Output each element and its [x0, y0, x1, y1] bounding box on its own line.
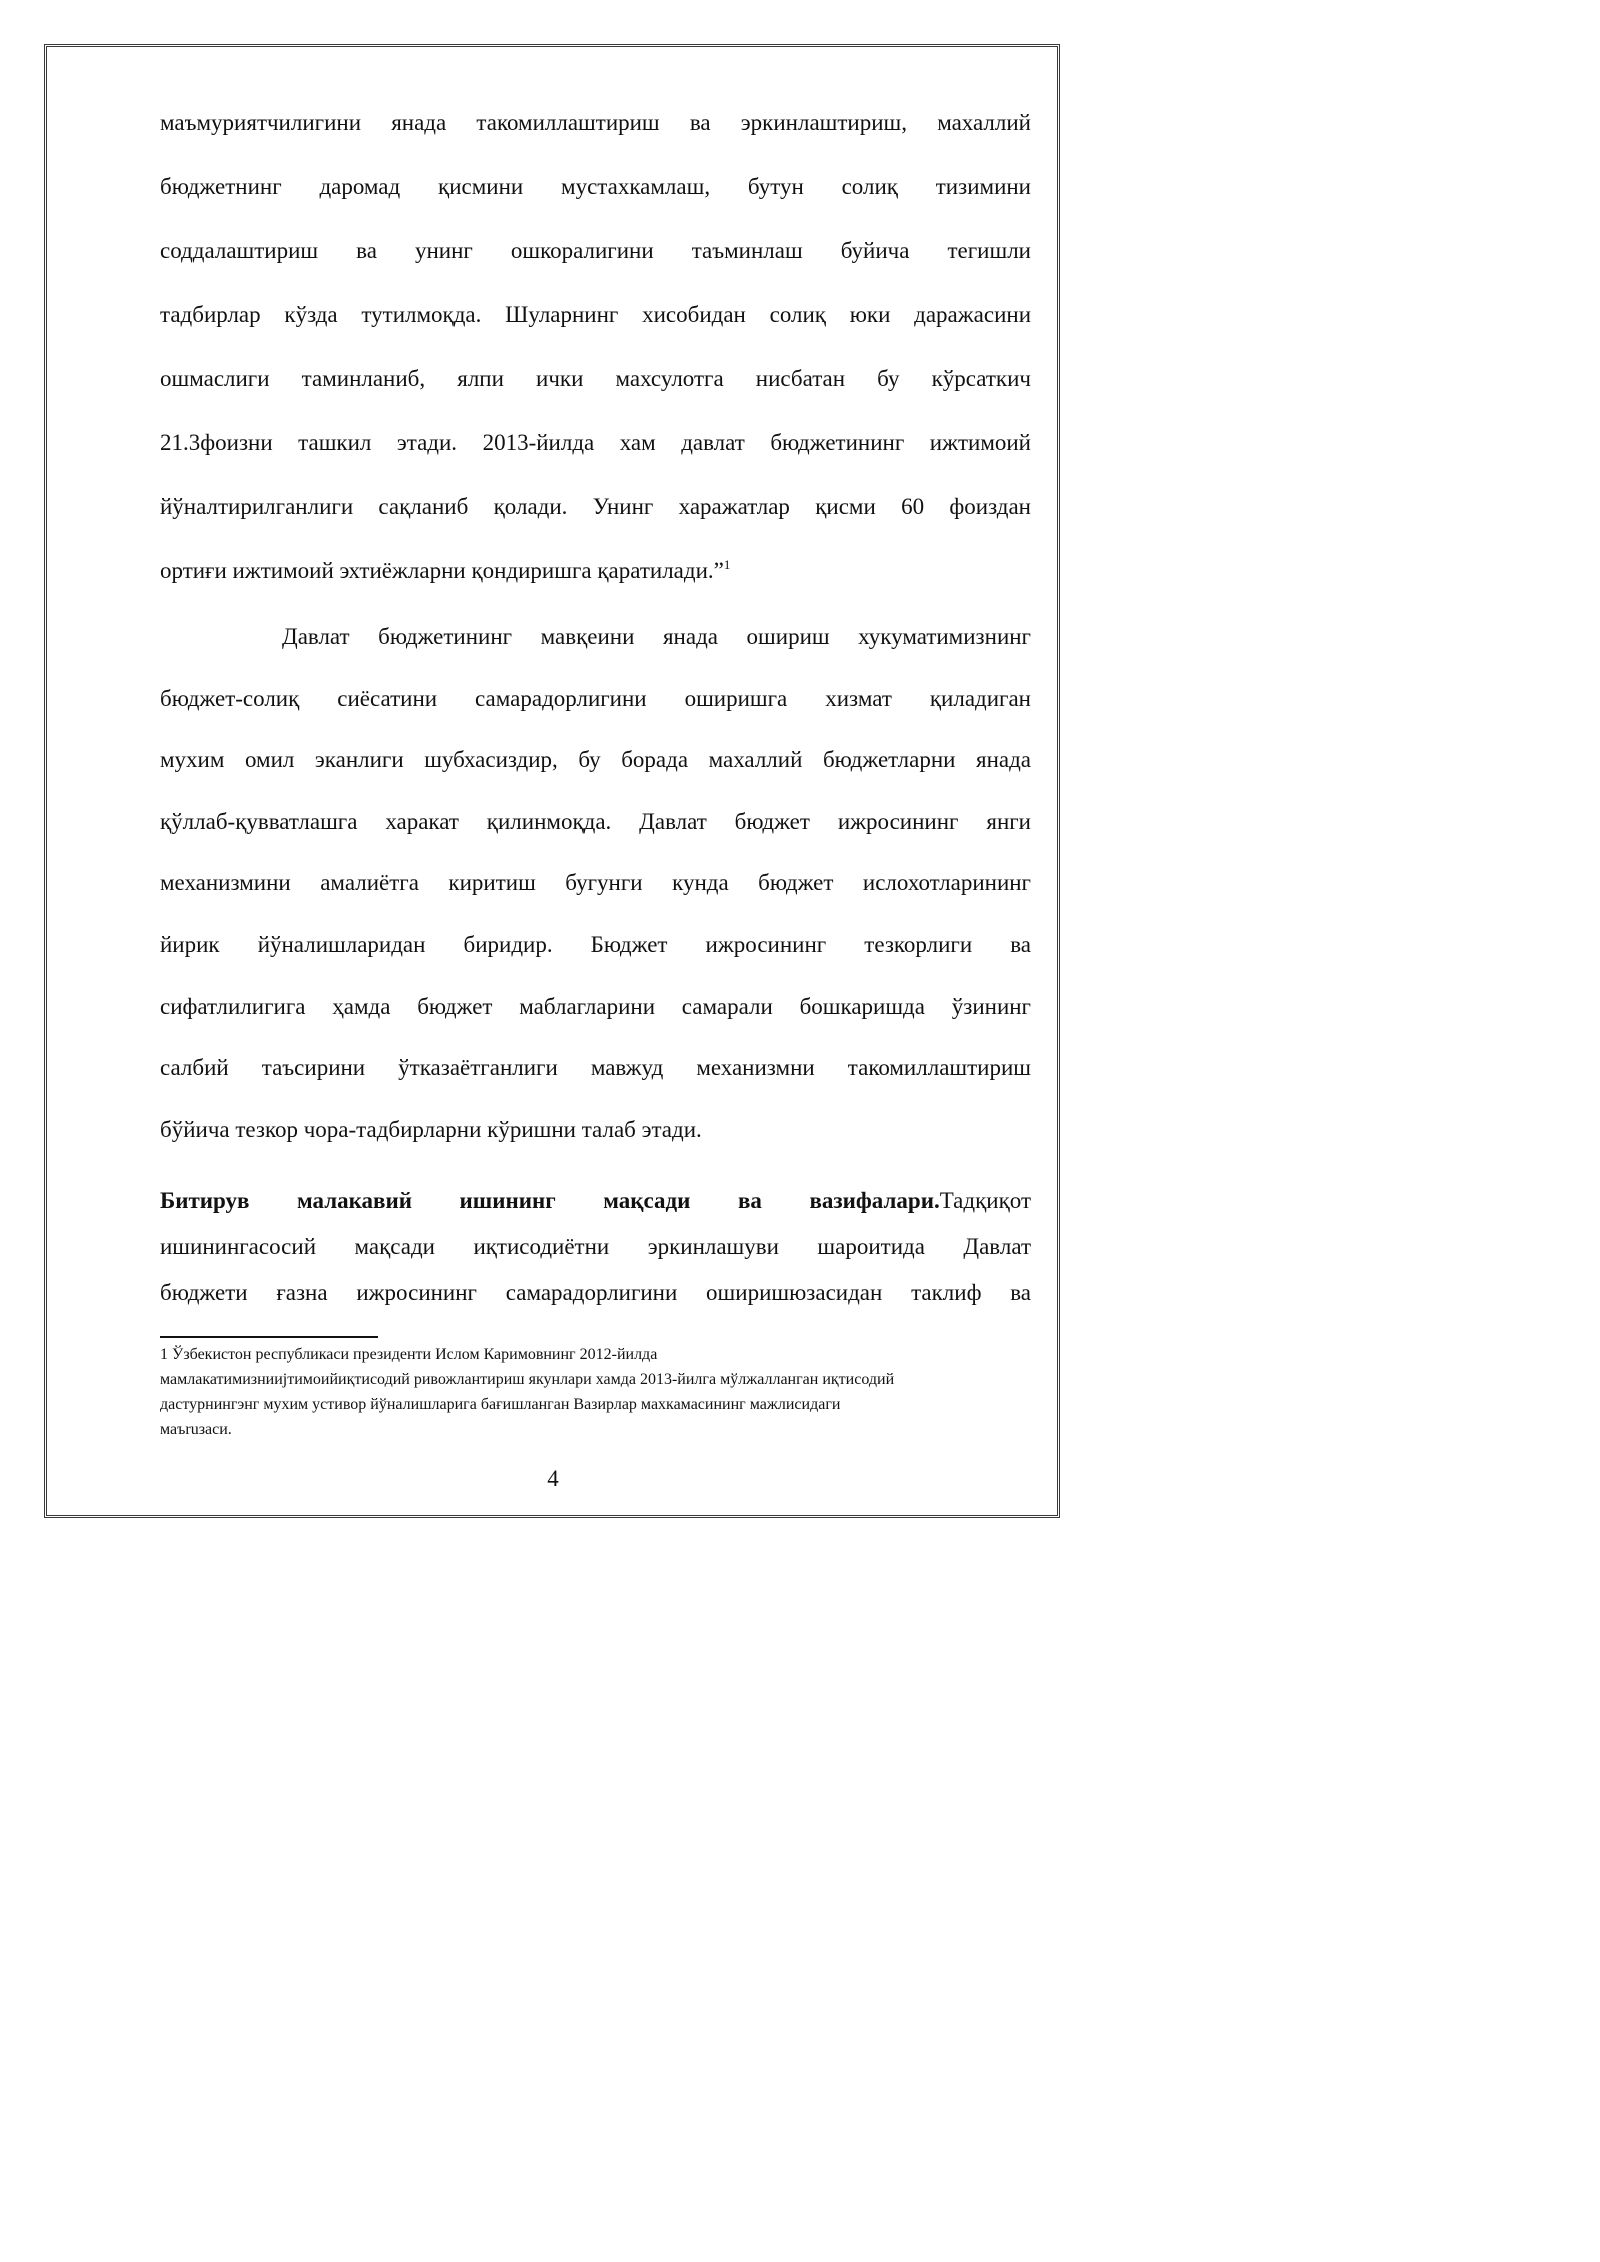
footnote-line: 1 Ўзбекистон республикаси президенти Ислом Каримовнинг 2012-йилда	[160, 1346, 658, 1363]
paragraph-1-line-text: ортиғи ижтимоий эхтиёжларни қондиришга қаратилади.”	[160, 558, 724, 583]
paragraph-2-line: Давлат бюджетининг мавқеини янада ошириш хукуматимизнинг	[282, 624, 1031, 649]
paragraph-2-line: механизмини амалиётга киритиш бугунги кунда бюджет ислохотларининг	[160, 870, 1031, 895]
paragraph-2-line: салбий таъсирини ўтказаётганлиги мавжуд механизмни такомиллаштириш	[160, 1055, 1031, 1080]
paragraph-2-line: мухим омил эканлиги шубхасиздир, бу борада махаллий бюджетларни янада	[160, 747, 1031, 772]
paragraph-1-line: маъмуриятчилигини янада такомиллаштириш ва эркинлаштириш, махаллий	[160, 110, 1031, 135]
paragraph-1-line: соддалаштириш ва унинг ошкоралигини таъминлаш буйича тегишли	[160, 238, 1031, 263]
paragraph-3-line: бюджети ғазна ижросининг самарадорлигини оширишюзасидан таклиф ва	[160, 1280, 1031, 1305]
paragraph-1-line: тадбирлар кўзда тутилмоқда. Шуларнинг хисобидан солиқ юки даражасини	[160, 302, 1031, 327]
paragraph-1-last-line	[160, 556, 1031, 586]
paragraph-2-line: бюджет-солиқ сиёсатини самарадорлигини оширишга хизмат қиладиган	[160, 686, 1031, 711]
section-heading: Битирув малакавий ишининг мақсади ва вазифалари.	[160, 1188, 940, 1213]
paragraph-2-line: қўллаб-қувватлашга харакат қилинмоқда. Давлат бюджет ижросининг янги	[160, 809, 1031, 834]
page-number: 4	[547, 1466, 559, 1491]
paragraph-2-line: сифатлилигига ҳамда бюджет маблагларини самарали бошкаришда ўзининг	[160, 994, 1031, 1019]
paragraph-1-line: ошмаслиги таминланиб, ялпи ички махсулотга нисбатан бу кўрсаткич	[160, 366, 1031, 391]
footnote-line: маъruзаси.	[160, 1421, 232, 1438]
paragraph-3-text: Тадқиқот	[939, 1188, 1031, 1213]
paragraph-2-line: бўйича тезкор чора-тадбирларни кўришни талаб этади.	[160, 1117, 702, 1142]
footnote-line: дастурнингэнг мухим устивор йўналишларига бағишланган Вазирлар махкамасининг мажлисидаги	[160, 1396, 841, 1413]
paragraph-2-line: йирик йўналишларидан биридир. Бюджет ижросининг тезкорлиги ва	[160, 932, 1031, 957]
paragraph-1-line: йўналтирилганлиги сақланиб қолади. Унинг харажатлар қисми 60 фоиздан	[160, 494, 1031, 519]
paragraph-3-first-line	[160, 1186, 1031, 1216]
footnote-line: мамлакатимизнииjтимоийиқтисодий ривожлантириш якунлари хамда 2013-йилга мўлжалланган иқтисодий	[160, 1371, 895, 1388]
paragraph-3-line: ишинингасосий мақсади иқтисодиётни эркинлашуви шароитида Давлат	[160, 1234, 1031, 1259]
paragraph-1-line: бюджетнинг даромад қисмини мустахкамлаш, бутун солиқ тизимини	[160, 174, 1031, 199]
footnote-separator	[160, 1336, 378, 1338]
footnote-reference[interactable]: 1	[723, 557, 731, 572]
paragraph-1-line: 21.3фоизни ташкил этади. 2013-йилда хам давлат бюджетининг ижтимоий	[160, 430, 1031, 455]
